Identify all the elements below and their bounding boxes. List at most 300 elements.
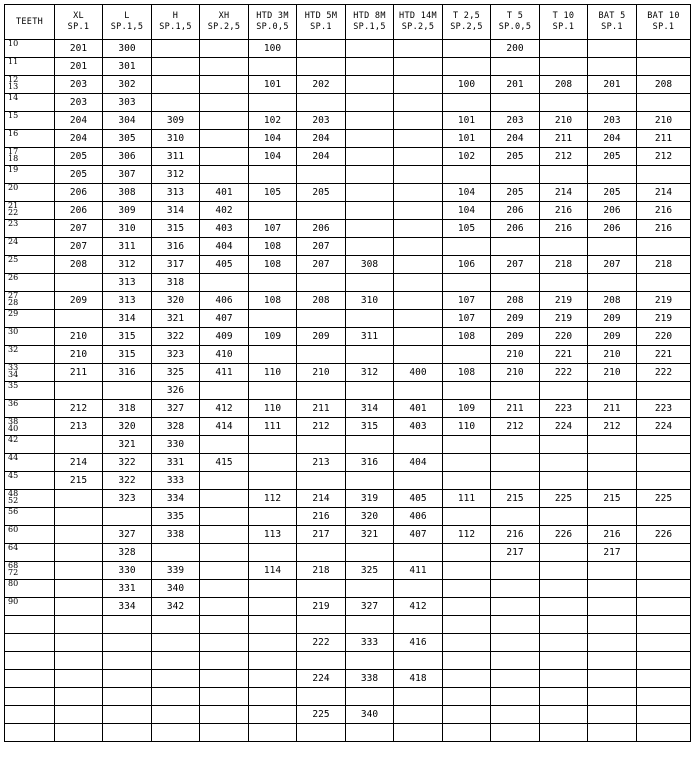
table-cell: 210 [637,112,691,130]
table-cell [394,202,443,220]
table-cell [637,724,691,742]
table-cell [249,598,297,616]
table-cell [152,634,200,652]
teeth-value: 14 [8,93,19,102]
table-cell [540,436,588,454]
table-cell: 414 [200,418,249,436]
table-cell: 310 [103,220,152,238]
table-cell: 225 [297,706,346,724]
table-cell [540,706,588,724]
table-cell: 226 [637,526,691,544]
table-cell: 325 [346,562,394,580]
table-cell [588,724,637,742]
table-cell [540,598,588,616]
table-cell: 207 [297,238,346,256]
table-cell [346,76,394,94]
teeth-cell [5,238,55,256]
table-cell: 226 [540,526,588,544]
table-cell [588,238,637,256]
table-cell [491,274,540,292]
table-cell: 216 [637,202,691,220]
table-cell: 204 [297,148,346,166]
table-cell [200,634,249,652]
table-cell [346,130,394,148]
table-cell [588,706,637,724]
table-cell [540,616,588,634]
table-cell: 213 [297,454,346,472]
table-cell: 200 [491,40,540,58]
table-cell [443,688,491,706]
teeth-cell [5,418,55,436]
table-cell: 319 [346,490,394,508]
table-cell [394,220,443,238]
table-cell: 308 [103,184,152,202]
column-name: BAT 10 [647,11,680,21]
table-cell: 102 [443,148,491,166]
table-cell [249,166,297,184]
table-cell [637,652,691,670]
teeth-cell [5,472,55,490]
table-cell [394,310,443,328]
table-cell [55,652,103,670]
table-row [5,148,691,166]
table-cell [394,706,443,724]
teeth-cell [5,364,55,382]
table-cell: 218 [540,256,588,274]
table-cell [249,58,297,76]
table-row [5,220,691,238]
table-cell [394,184,443,202]
table-cell: 202 [297,76,346,94]
table-cell: 223 [540,400,588,418]
table-cell: 104 [249,148,297,166]
table-cell [200,508,249,526]
table-cell: 322 [152,328,200,346]
table-cell [152,652,200,670]
table-cell: 209 [297,328,346,346]
table-cell [249,580,297,598]
teeth-cell [5,598,55,616]
table-cell [491,598,540,616]
teeth-cell [5,310,55,328]
teeth-cell [5,94,55,112]
table-cell: 209 [588,310,637,328]
column-name: T 2,5 [452,11,481,21]
column-spec: SP.1,5 [353,22,386,32]
column-name: T 10 [552,11,575,21]
table-cell: 210 [540,112,588,130]
table-cell: 206 [491,220,540,238]
table-row [5,400,691,418]
teeth-value: 72 [8,568,19,577]
table-cell [346,436,394,454]
table-cell [297,166,346,184]
table-cell: 203 [491,112,540,130]
teeth-value: 17 [8,147,19,156]
table-cell: 214 [637,184,691,202]
table-cell: 203 [297,112,346,130]
table-cell: 212 [637,148,691,166]
table-cell [540,544,588,562]
teeth-cell [5,580,55,598]
table-cell: 204 [491,130,540,148]
table-cell: 311 [152,148,200,166]
table-cell [346,472,394,490]
teeth-value: 26 [8,273,19,282]
column-name: HTD 3M [256,11,289,21]
teeth-cell [5,508,55,526]
table-cell: 310 [346,292,394,310]
table-cell: 325 [152,364,200,382]
teeth-value: 27 [8,291,19,300]
table-cell: 109 [443,400,491,418]
table-cell [394,580,443,598]
table-cell: 205 [588,184,637,202]
table-cell: 401 [394,400,443,418]
table-cell [394,292,443,310]
teeth-cell [5,544,55,562]
table-cell [103,634,152,652]
column-spec: SP.1,5 [110,22,144,32]
table-cell [346,58,394,76]
table-cell: 306 [103,148,152,166]
table-cell: 112 [249,490,297,508]
table-cell: 104 [249,130,297,148]
table-cell [491,688,540,706]
table-cell: 404 [394,454,443,472]
table-cell [55,616,103,634]
table-cell [249,688,297,706]
table-cell: 406 [394,508,443,526]
table-cell: 314 [152,202,200,220]
table-row [5,364,691,382]
teeth-value: 45 [8,471,19,480]
table-cell [443,616,491,634]
column-header [5,5,55,40]
table-cell [249,544,297,562]
column-header [152,5,200,40]
table-cell [152,76,200,94]
table-cell: 313 [103,274,152,292]
table-cell: 318 [152,274,200,292]
table-cell: 100 [443,76,491,94]
table-cell: 407 [394,526,443,544]
teeth-cell [5,274,55,292]
table-cell: 204 [55,130,103,148]
table-cell [491,724,540,742]
table-cell: 219 [637,292,691,310]
table-row [5,508,691,526]
table-cell: 401 [200,184,249,202]
table-cell [346,40,394,58]
table-cell [443,706,491,724]
table-cell: 215 [491,490,540,508]
table-cell [588,58,637,76]
table-cell: 221 [540,346,588,364]
table-cell [103,724,152,742]
table-cell: 404 [200,238,249,256]
teeth-cell [5,382,55,400]
table-cell [55,706,103,724]
table-cell: 322 [103,454,152,472]
table-cell [249,616,297,634]
table-cell: 102 [249,112,297,130]
table-cell: 222 [637,364,691,382]
table-cell: 403 [394,418,443,436]
column-header [540,5,588,40]
table-cell: 201 [491,76,540,94]
table-cell: 207 [491,256,540,274]
table-cell [346,346,394,364]
table-cell [55,526,103,544]
table-cell [297,310,346,328]
teeth-value: 48 [8,489,19,498]
table-cell: 209 [55,292,103,310]
table-cell: 340 [346,706,394,724]
table-cell: 342 [152,598,200,616]
table-cell: 108 [443,328,491,346]
teeth-value: 19 [8,165,19,174]
table-cell: 312 [152,166,200,184]
table-cell: 208 [540,76,588,94]
column-header [200,5,249,40]
table-cell: 403 [200,220,249,238]
table-cell [200,544,249,562]
table-cell [297,40,346,58]
table-cell: 208 [297,292,346,310]
table-cell [637,562,691,580]
teeth-value: 24 [8,237,19,246]
table-cell [394,544,443,562]
table-cell [491,472,540,490]
table-cell: 211 [491,400,540,418]
table-cell: 101 [249,76,297,94]
table-cell: 406 [200,292,249,310]
table-cell [394,130,443,148]
table-cell: 312 [346,364,394,382]
table-cell [394,112,443,130]
table-cell: 330 [152,436,200,454]
table-cell [55,544,103,562]
table-cell: 208 [55,256,103,274]
table-cell [588,40,637,58]
table-cell [443,454,491,472]
teeth-cell [5,724,55,742]
table-cell [346,94,394,112]
table-cell [297,202,346,220]
table-cell: 225 [637,490,691,508]
table-cell [200,472,249,490]
table-cell: 217 [297,526,346,544]
table-cell: 223 [637,400,691,418]
table-row [5,688,691,706]
table-cell [103,706,152,724]
table-cell [152,670,200,688]
table-cell: 412 [394,598,443,616]
teeth-value: 12 [8,75,19,84]
table-cell: 416 [394,634,443,652]
table-cell [588,472,637,490]
table-cell [55,724,103,742]
table-cell [152,616,200,634]
table-cell [637,166,691,184]
table-cell: 316 [346,454,394,472]
table-cell: 313 [152,184,200,202]
table-cell [200,112,249,130]
table-cell: 339 [152,562,200,580]
table-cell: 108 [443,364,491,382]
column-name: T 5 [506,11,524,21]
table-cell: 315 [103,328,152,346]
table-cell: 203 [55,94,103,112]
table-cell: 333 [346,634,394,652]
table-cell: 415 [200,454,249,472]
table-cell: 335 [152,508,200,526]
table-cell [103,382,152,400]
teeth-cell [5,40,55,58]
table-row [5,562,691,580]
table-cell [297,544,346,562]
table-cell: 212 [540,148,588,166]
table-row [5,328,691,346]
table-row [5,112,691,130]
table-cell [443,166,491,184]
table-cell: 300 [103,40,152,58]
table-cell [637,274,691,292]
table-cell [346,220,394,238]
table-cell [200,688,249,706]
table-cell [588,454,637,472]
table-cell [152,688,200,706]
table-cell [200,274,249,292]
teeth-cell [5,634,55,652]
table-cell [297,472,346,490]
table-row [5,526,691,544]
table-cell [588,580,637,598]
table-row [5,292,691,310]
table-cell: 311 [346,328,394,346]
table-cell: 220 [637,328,691,346]
table-row [5,436,691,454]
teeth-value: 15 [8,111,19,120]
table-cell [588,616,637,634]
teeth-value: 34 [8,370,19,379]
table-cell: 216 [588,526,637,544]
table-cell [297,724,346,742]
table-cell [637,58,691,76]
table-cell: 318 [103,400,152,418]
table-cell: 212 [55,400,103,418]
header-row [5,5,691,40]
table-cell [491,382,540,400]
table-cell [152,58,200,76]
teeth-cell [5,328,55,346]
table-cell: 208 [588,292,637,310]
table-cell [540,580,588,598]
teeth-value: 18 [8,154,19,163]
table-cell: 224 [297,670,346,688]
table-cell [346,688,394,706]
table-row [5,490,691,508]
column-spec: SP.1 [310,22,332,32]
column-header [443,5,491,40]
table-row [5,724,691,742]
table-cell: 320 [152,292,200,310]
table-cell: 219 [540,292,588,310]
table-cell: 207 [588,256,637,274]
table-cell [55,634,103,652]
table-cell: 334 [103,598,152,616]
table-cell [588,508,637,526]
table-cell [637,508,691,526]
table-cell [346,184,394,202]
table-cell [588,166,637,184]
table-cell [443,724,491,742]
table-cell: 108 [249,238,297,256]
table-cell [637,706,691,724]
table-cell: 212 [588,418,637,436]
teeth-value: 33 [8,363,19,372]
table-cell: 219 [637,310,691,328]
table-cell [540,382,588,400]
table-cell [346,580,394,598]
teeth-cell [5,292,55,310]
table-cell: 215 [55,472,103,490]
table-cell [588,274,637,292]
table-row [5,94,691,112]
table-cell [200,490,249,508]
table-cell: 222 [297,634,346,652]
table-cell [200,58,249,76]
column-name: L [124,11,130,21]
column-spec: SP.0,5 [256,22,289,32]
table-cell: 216 [540,220,588,238]
table-cell: 114 [249,562,297,580]
table-cell: 210 [491,364,540,382]
column-header [249,5,297,40]
table-cell [394,652,443,670]
table-cell [637,436,691,454]
table-cell: 212 [491,418,540,436]
teeth-cell [5,526,55,544]
table-cell: 321 [346,526,394,544]
table-cell [394,238,443,256]
table-cell [297,616,346,634]
table-cell [55,598,103,616]
table-cell [540,724,588,742]
table-cell: 108 [249,292,297,310]
table-cell [637,40,691,58]
table-cell [491,436,540,454]
table-row [5,706,691,724]
table-cell: 215 [588,490,637,508]
table-cell [491,652,540,670]
table-cell: 219 [540,310,588,328]
table-cell: 407 [200,310,249,328]
table-cell [297,580,346,598]
table-cell: 205 [297,184,346,202]
table-cell [394,436,443,454]
table-cell [55,382,103,400]
column-name: XL [73,11,84,21]
table-cell: 104 [443,202,491,220]
table-cell: 206 [55,202,103,220]
table-cell [249,94,297,112]
teeth-value: 35 [8,381,19,390]
table-cell: 203 [588,112,637,130]
table-cell [346,310,394,328]
table-cell: 224 [540,418,588,436]
